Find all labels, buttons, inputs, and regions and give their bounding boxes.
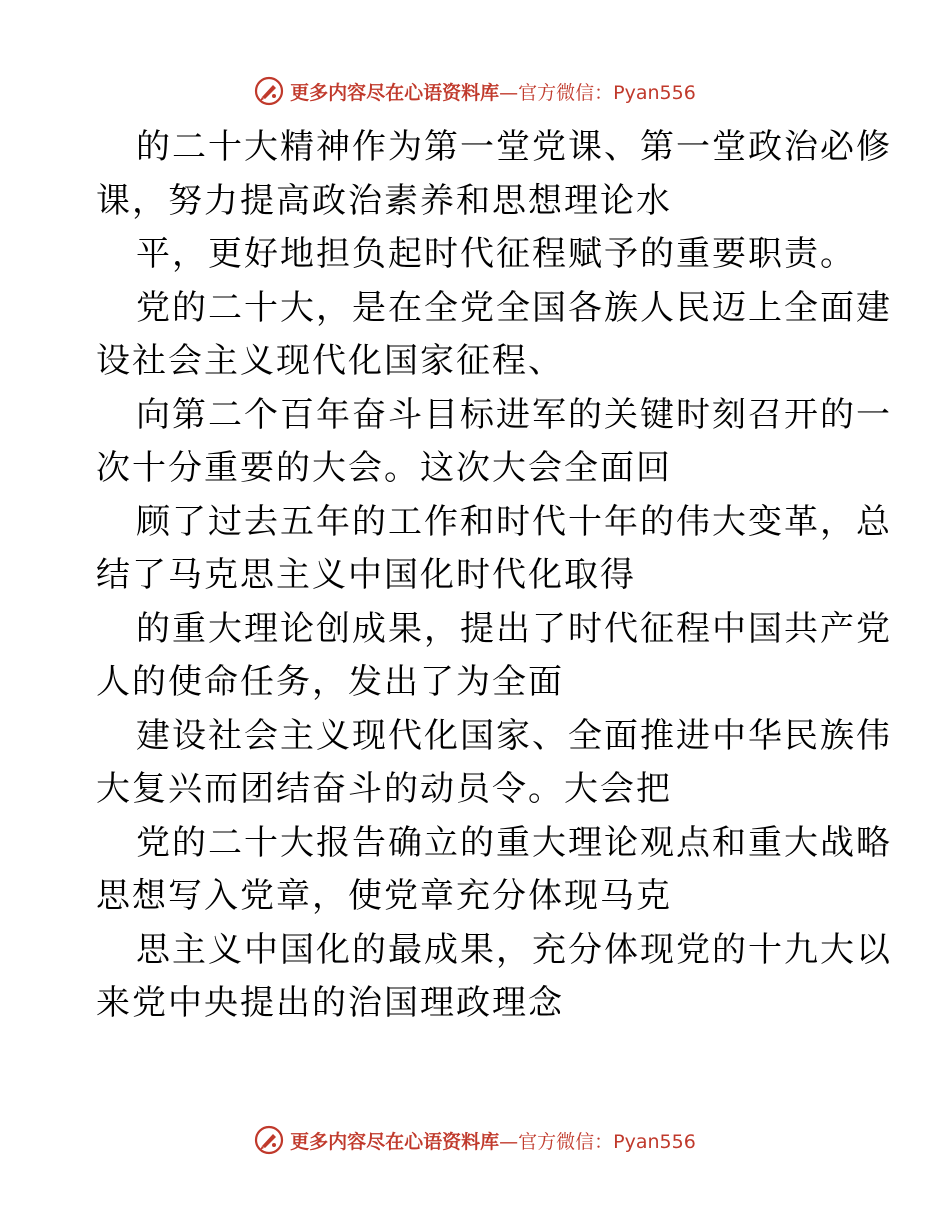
footer-banner [0,1120,950,1160]
footer-banner-lead: 更多内容尽在心语资料库 [290,1130,500,1153]
text-line: 建设社会主义现代化国家、全面推进中华民族伟 [136,715,892,756]
text-line: 党的二十大，是在全党全国各族人民迈上全面建 [136,287,892,328]
text-line: 设社会主义现代化国家征程、 [96,341,564,381]
text-line: 平，更好地担负起时代征程赋予的重要职责。 [136,234,856,274]
footer-banner-tail: —官方微信：Pyan556 [499,1130,696,1153]
footer-banner-text [290,1127,696,1154]
document-body [96,121,892,1031]
text-line: 次十分重要的大会。这次大会全面回 [96,448,672,488]
text-line: 思想写入党章，使党章充分体现马克 [96,876,672,916]
header-banner-tail: —官方微信：Pyan556 [499,81,696,104]
text-line: 顾了过去五年的工作和时代十年的伟大变革，总 [136,501,892,542]
text-line: 来党中央提出的治国理政理念 [96,983,564,1023]
header-banner [0,71,950,111]
text-line: 党的二十大报告确立的重大理论观点和重大战略 [136,822,892,863]
text-line: 人的使命任务，发出了为全面 [96,662,564,702]
header-banner-lead: 更多内容尽在心语资料库 [290,81,500,104]
pen-logo-icon [254,1125,284,1155]
header-banner-text [290,78,696,105]
text-line: 课，努力提高政治素养和思想理论水 [96,180,672,221]
text-line: 的二十大精神作为第一堂党课、第一堂政治必修 [136,127,892,167]
pen-logo-icon [254,76,284,106]
text-line: 大复兴而团结奋斗的动员令。大会把 [96,769,672,809]
text-line: 的重大理论创成果，提出了时代征程中国共产党 [136,608,892,649]
text-line: 结了马克思主义中国化时代化取得 [96,555,636,595]
text-line: 思主义中国化的最成果，充分体现党的十九大以 [136,929,892,970]
text-line: 向第二个百年奋斗目标进军的关键时刻召开的一 [136,394,892,435]
